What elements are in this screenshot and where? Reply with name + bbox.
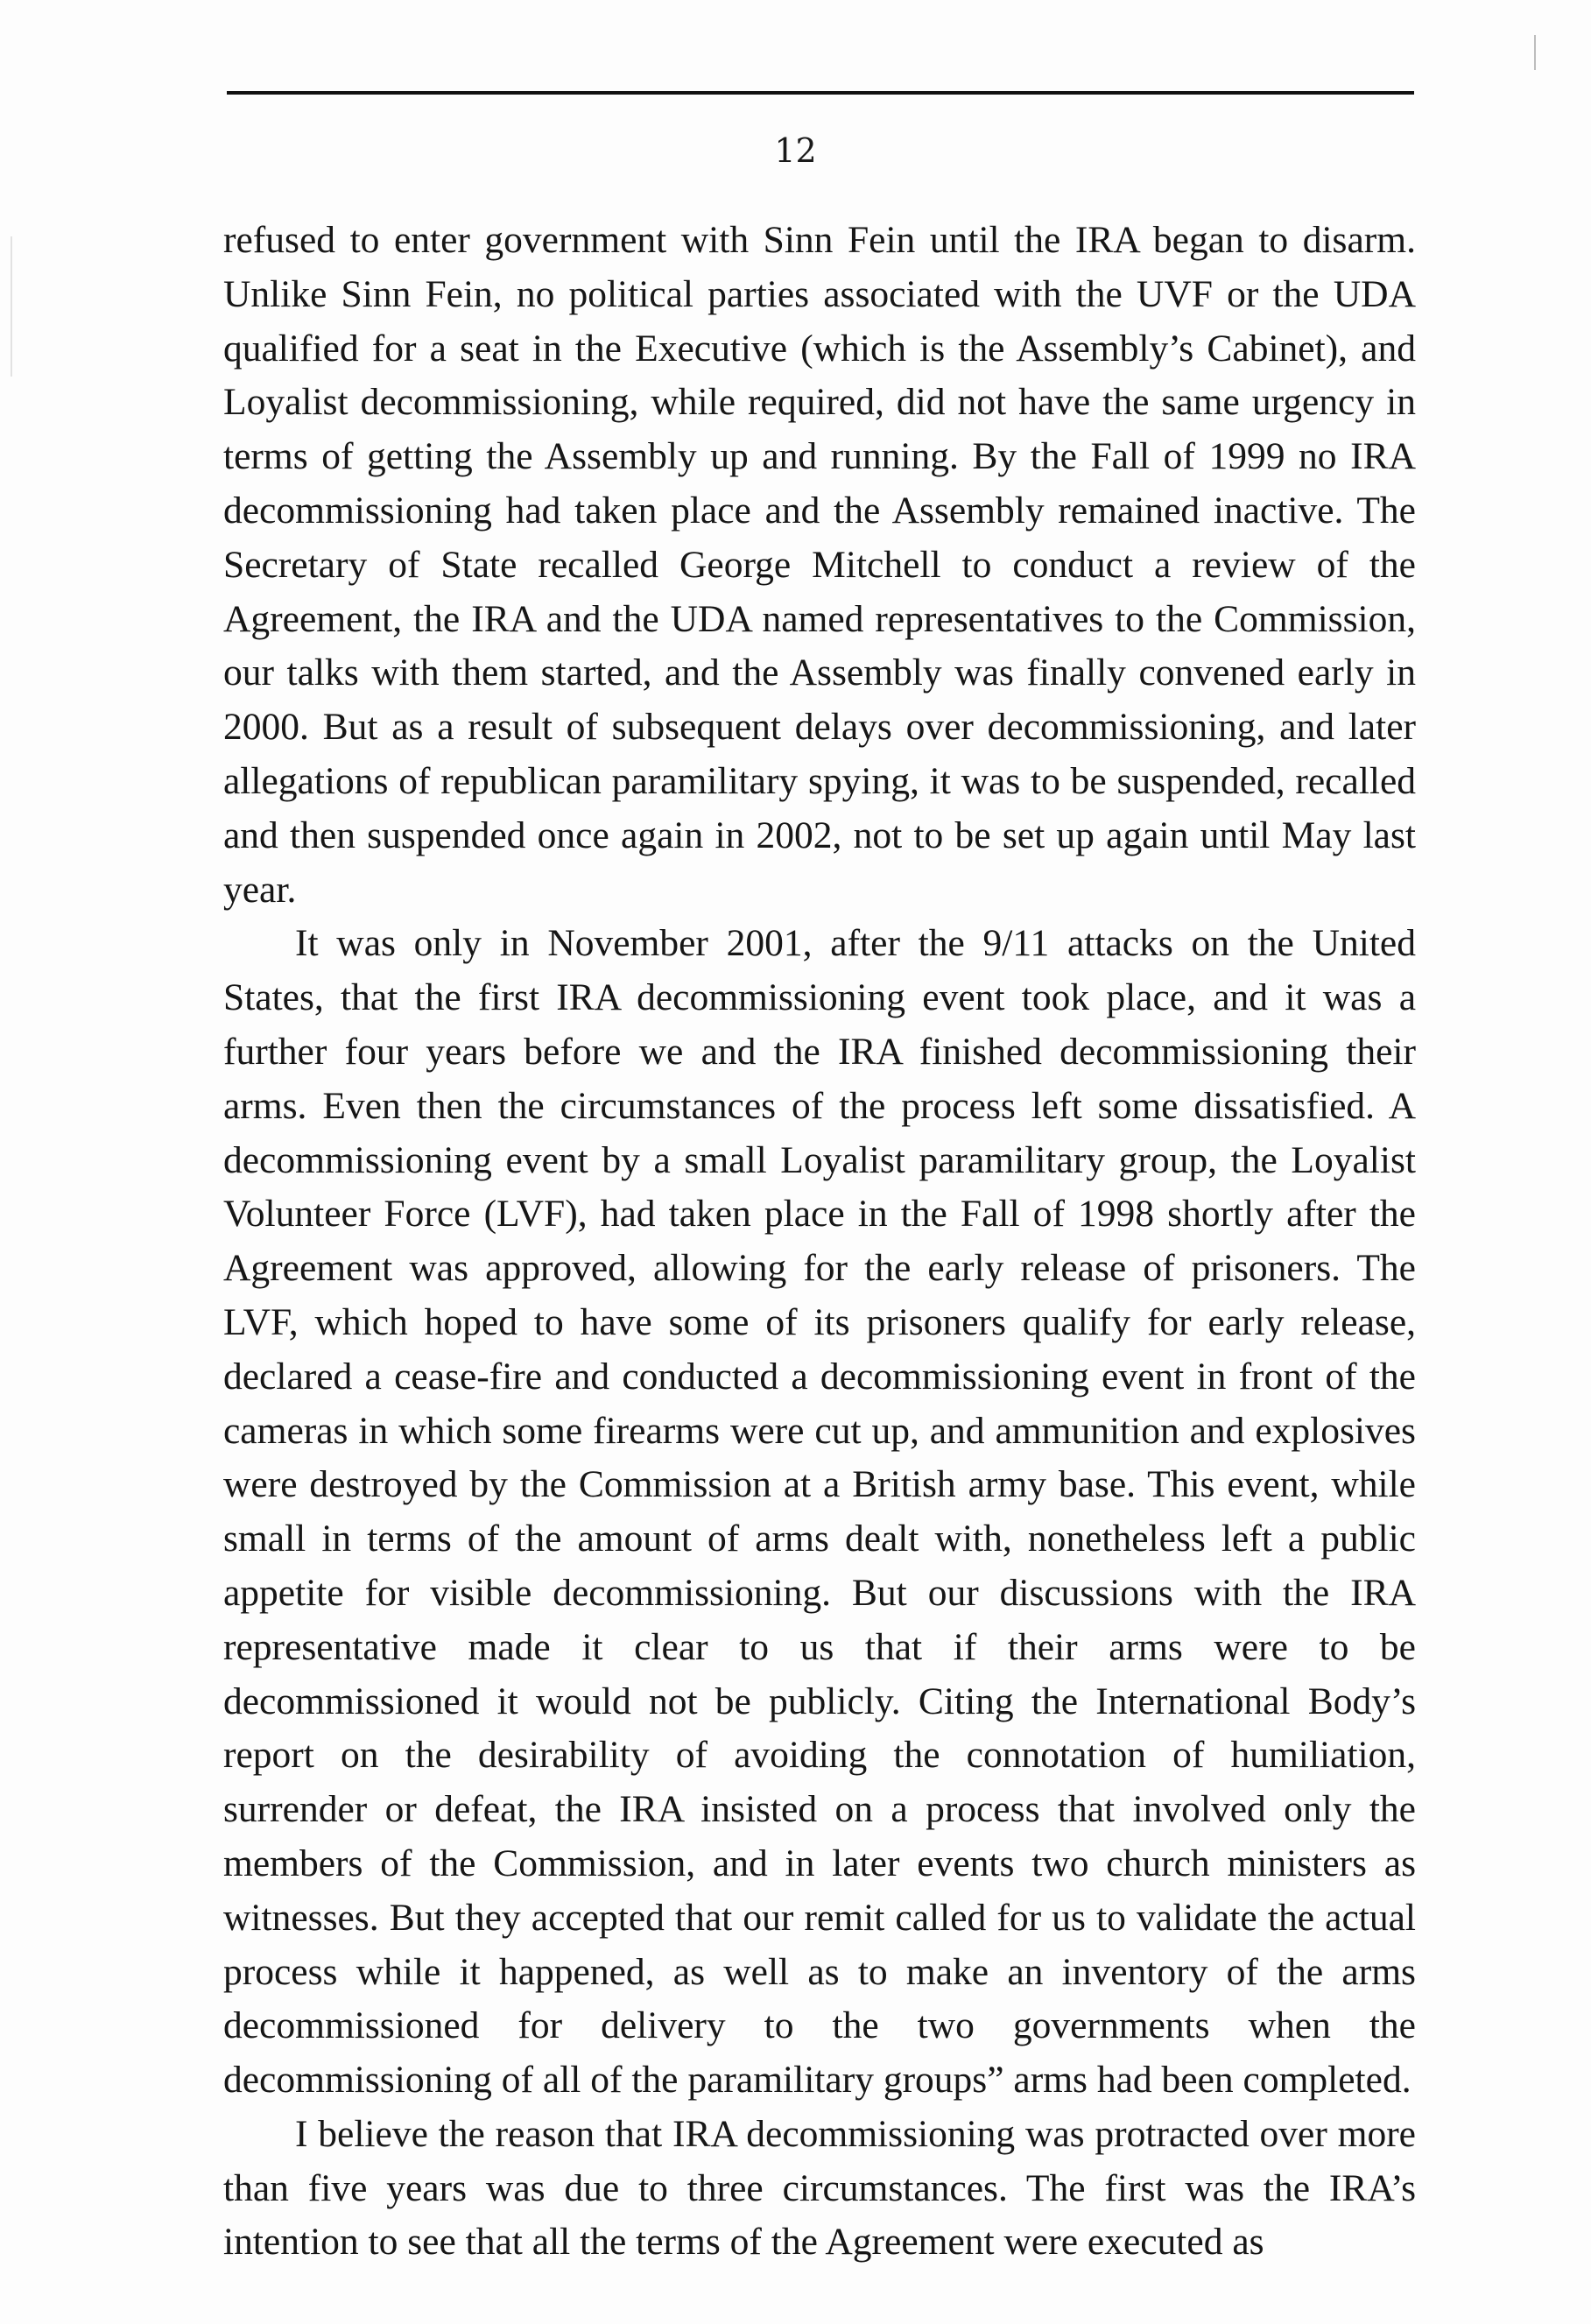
scan-artifact-left [11,236,12,377]
paragraph-continued: refused to enter government with Sinn Fein until the IRA began to disarm. Unlike Sinn Fein, no political parties associated with the UVF or the UDA qualified for a seat in the Executive (which is the Assembly’s Cabinet), and Loyalist decommissioning, while required, did not have the same urgency in terms of getting the Assembly up and running. By the Fall of 1999 no IRA decommissioning had taken place and the Assembly remained inactive. The Secretary of State recalled George Mitchell to conduct a review of the Agreement, the IRA and the UDA named representatives to the Commission, our talks with them started, and the Assembly was finally convened early in 2000. But as a result of subsequent delays over decommissioning, and later allegations of republican paramilitary spying, it was to be suspended, recalled and then suspended once again in 2002, not to be set up again until May last year. [223,219,1416,911]
header-rule [227,91,1414,95]
paragraph: It was only in November 2001, after the 9/11 attacks on the United States, that the first IRA decommissioning event took place, and it was a further four years before we and the IRA finished decommissioning their arms. Even then the circumstances of the process left some dissatisfied. A decommissioning event by a small Loyalist paramilitary group, the Loyalist Volunteer Force (LVF), had taken place in the Fall of 1998 shortly after the Agreement was approved, allowing for the early release of prisoners. The LVF, which hoped to have some of its prisoners qualify for early release, declared a cease-fire and conducted a decommissioning event in front of the cameras in which some firearms were cut up, and ammunition and explosives were destroyed by the Commission at a British army base. This event, while small in terms of the amount of arms dealt with, nonetheless left a public appetite for visible decommissioning. But our discussions with the IRA representative made it clear to us that if their arms were to be decommissioned it would not be publicly. Citing the International Body’s report on the desirability of avoiding the connotation of humiliation, surrender or defeat, the IRA insisted on a process that involved only the members of the Commission, and in later events two church ministers as witnesses. But they accepted that our remit called for us to validate the actual process while it happened, as well as to make an inventory of the arms decommissioned for delivery to the two governments when the decommissioning of all of the paramilitary groups” arms had been completed. [223,922,1416,2102]
body-text [223,214,1416,2270]
paragraph: I believe the reason that IRA decommissioning was protracted over more than five years was due to three circumstances. The first was the IRA’s intention to see that all the terms of the Agreement were executed as [223,2112,1416,2264]
scan-artifact-right [1534,35,1536,70]
page-number: 12 [774,131,817,170]
